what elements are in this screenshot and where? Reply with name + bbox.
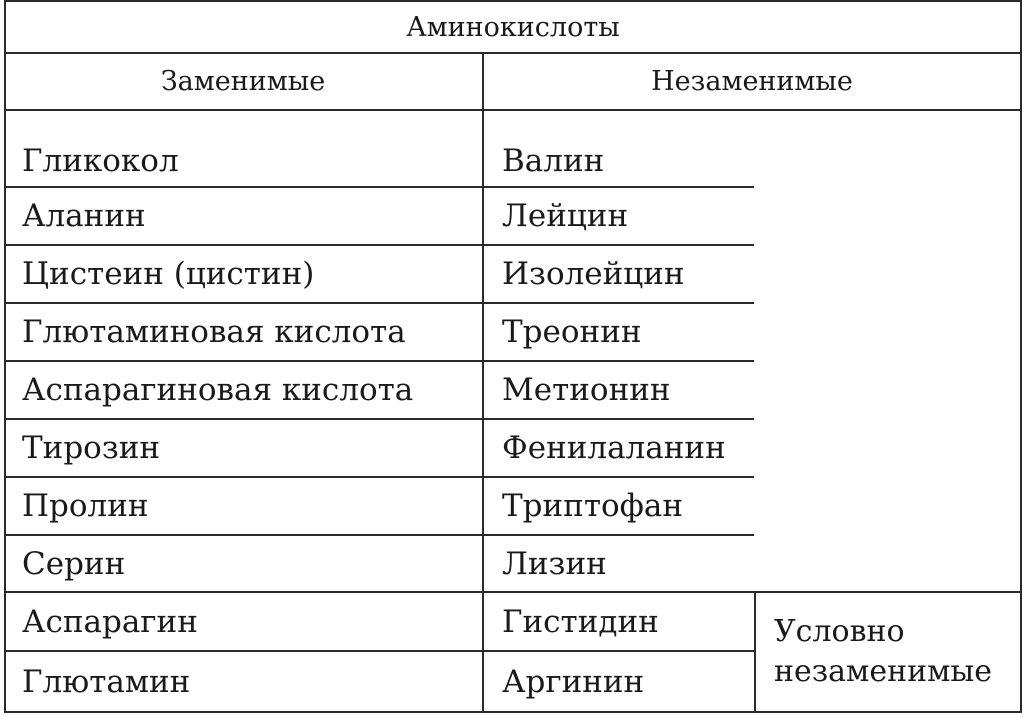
table-cell: Валин <box>502 142 605 179</box>
table-cell: Треонин <box>502 314 642 350</box>
table-cell: Глютаминовая кислота <box>22 314 406 350</box>
conditional-note-line: незаменимые <box>774 654 993 689</box>
table-cell: Аспарагиновая кислота <box>22 372 414 408</box>
table-border-bottom <box>4 711 1022 713</box>
table-cell: Фенилаланин <box>502 430 726 466</box>
table-border-right <box>1020 0 1022 713</box>
table-cell: Триптофан <box>502 488 684 524</box>
table-cell: Тирозин <box>22 430 161 466</box>
table-cell: Аланин <box>22 198 146 234</box>
table-cell: Аргинин <box>502 663 645 700</box>
table-cell: Изолейцин <box>502 256 685 292</box>
conditional-note-line: Условно <box>774 614 905 649</box>
table-cell: Лизин <box>502 545 607 582</box>
divider-header <box>4 109 1022 111</box>
table-cell: Цистеин (цистин) <box>22 256 315 292</box>
table-cell: Пролин <box>22 488 149 524</box>
table-title: Аминокислоты <box>406 11 620 43</box>
conditional-essential-note <box>756 593 1020 711</box>
table-cell: Гликокол <box>22 142 179 179</box>
column-header-essential: Незаменимые <box>651 66 853 97</box>
table-cell: Серин <box>22 545 126 582</box>
column-header-replaceable: Заменимые <box>160 66 326 97</box>
table-cell: Аспарагин <box>22 603 198 640</box>
table-cell: Метионин <box>502 372 671 408</box>
table-cell: Глютамин <box>22 663 191 700</box>
table-cell: Гистидин <box>502 603 659 640</box>
table-cell: Лейцин <box>502 198 629 234</box>
